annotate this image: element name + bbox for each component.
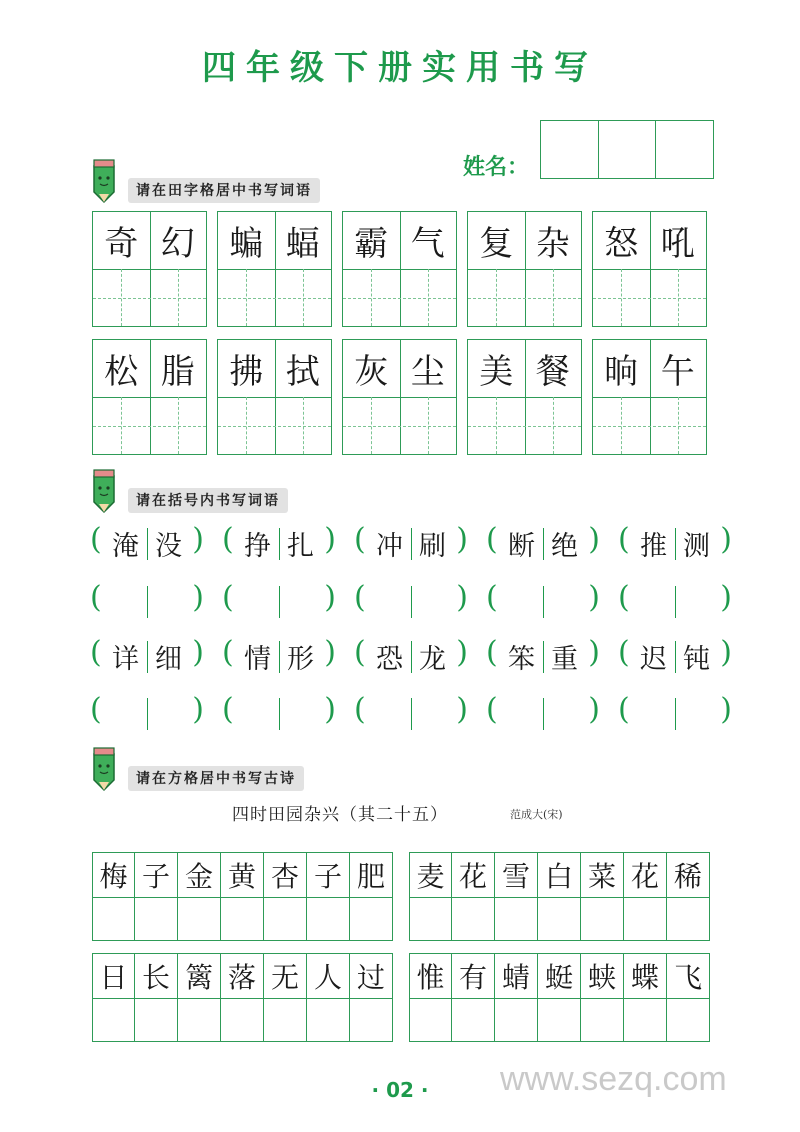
poem-title: 四时田园杂兴（其二十五） [232, 805, 448, 825]
grid-line [343, 269, 456, 270]
grid-line [593, 298, 706, 299]
right-paren: ) [324, 580, 336, 615]
poem-char: 杏 [270, 859, 299, 893]
left-paren: ( [618, 692, 630, 727]
tianzi-cell[interactable] [592, 339, 707, 455]
poem-char: 有 [458, 960, 487, 994]
bracket-divider [147, 586, 148, 618]
right-paren: ) [192, 692, 204, 727]
tianzi-char: 拂 [229, 352, 264, 392]
bracket-char: 推 [640, 531, 667, 562]
left-paren: ( [354, 522, 366, 557]
poem-cell[interactable] [624, 953, 667, 1042]
poem-cell[interactable] [92, 852, 135, 941]
bracket-divider [675, 586, 676, 618]
bracket-char: 龙 [419, 644, 446, 675]
name-box[interactable] [656, 121, 713, 178]
left-paren: ( [90, 522, 102, 557]
tianzi-row [92, 211, 707, 327]
bracket-answer[interactable] [222, 692, 336, 736]
poem-cell[interactable] [178, 852, 221, 941]
bracket-word [90, 522, 204, 566]
bracket-divider [279, 586, 280, 618]
tianzi-char: 餐 [535, 352, 570, 392]
right-paren: ) [192, 580, 204, 615]
poem-char: 落 [227, 960, 256, 994]
bracket-word [354, 522, 468, 566]
grid-line [343, 298, 456, 299]
pencil-icon [88, 746, 120, 792]
right-paren: ) [720, 522, 732, 557]
grid-line [307, 998, 349, 999]
bracket-char: 刷 [419, 531, 446, 562]
bracket-word-row [90, 635, 732, 679]
poem-cell[interactable] [538, 953, 581, 1042]
bracket-word [486, 522, 600, 566]
poem-cell[interactable] [452, 852, 495, 941]
tianzi-char: 杂 [535, 224, 570, 264]
watermark: www.sezq.com [500, 1060, 727, 1098]
grid-line [350, 998, 392, 999]
poem-char: 蝶 [630, 960, 659, 994]
page-title: 四年级下册实用书写 [202, 48, 598, 88]
bracket-answer[interactable] [222, 580, 336, 624]
bracket-word [618, 522, 732, 566]
grid-line [264, 897, 306, 898]
bracket-char: 详 [112, 644, 139, 675]
bracket-word [222, 522, 336, 566]
grid-line [218, 298, 331, 299]
right-paren: ) [456, 580, 468, 615]
tianzi-cell[interactable] [467, 211, 582, 327]
poem-char: 花 [630, 859, 659, 893]
bracket-char: 测 [683, 531, 710, 562]
pencil-icon [88, 158, 120, 204]
tianzi-char: 怒 [604, 224, 639, 264]
bracket-char: 细 [155, 644, 182, 675]
poem-cell[interactable] [581, 852, 624, 941]
poem-char: 蛱 [587, 960, 616, 994]
left-paren: ( [486, 692, 498, 727]
grid-line [468, 426, 581, 427]
poem-cell[interactable] [495, 953, 538, 1042]
bracket-char: 钝 [683, 644, 710, 675]
grid-line [218, 397, 331, 398]
grid-line [667, 897, 709, 898]
poem-cell[interactable] [221, 852, 264, 941]
poem-char: 白 [544, 859, 573, 893]
grid-line [495, 998, 537, 999]
grid-line [350, 897, 392, 898]
tianzi-char: 奇 [104, 224, 139, 264]
bracket-char: 冲 [376, 531, 403, 562]
right-paren: ) [456, 635, 468, 670]
grid-line [624, 998, 666, 999]
grid-line [178, 998, 220, 999]
section-label: 请在括号内书写词语 [128, 488, 288, 513]
bracket-char: 断 [508, 531, 535, 562]
poem-line-grid [92, 953, 393, 1042]
section-label: 请在田字格居中书写词语 [128, 178, 320, 203]
bracket-word [90, 635, 204, 679]
left-paren: ( [618, 522, 630, 557]
poem-char: 黄 [227, 859, 256, 893]
name-box[interactable] [599, 121, 657, 178]
poem-cell[interactable] [178, 953, 221, 1042]
grid-line [264, 998, 306, 999]
right-paren: ) [324, 635, 336, 670]
poem-cell[interactable] [135, 852, 178, 941]
grid-line [218, 269, 331, 270]
bracket-char: 笨 [508, 644, 535, 675]
tianzi-cell[interactable] [467, 339, 582, 455]
poem-char: 稀 [673, 859, 702, 893]
grid-line [538, 998, 580, 999]
poem-line-grid [409, 852, 710, 941]
grid-line [93, 397, 206, 398]
grid-line [410, 998, 451, 999]
bracket-char: 绝 [551, 531, 578, 562]
grid-line [538, 897, 580, 898]
bracket-word [618, 635, 732, 679]
right-paren: ) [588, 635, 600, 670]
poem-char: 无 [270, 960, 299, 994]
poem-char: 惟 [416, 960, 445, 994]
bracket-divider [675, 698, 676, 730]
right-paren: ) [324, 522, 336, 557]
poem-char: 人 [313, 960, 342, 994]
poem-char: 花 [458, 859, 487, 893]
tianzi-char: 蝠 [285, 224, 320, 264]
poem-char: 长 [141, 960, 170, 994]
left-paren: ( [90, 580, 102, 615]
poem-char: 梅 [99, 859, 128, 893]
left-paren: ( [222, 635, 234, 670]
tianzi-char: 复 [479, 224, 514, 264]
grid-line [221, 897, 263, 898]
poem-char: 金 [184, 859, 213, 893]
grid-line [593, 397, 706, 398]
bracket-answer[interactable] [486, 692, 600, 736]
right-paren: ) [720, 692, 732, 727]
poem-cell[interactable] [221, 953, 264, 1042]
left-paren: ( [222, 522, 234, 557]
poem-char: 子 [313, 859, 342, 893]
left-paren: ( [486, 522, 498, 557]
tianzi-char: 幻 [160, 224, 195, 264]
grid-line [307, 897, 349, 898]
grid-line [135, 998, 177, 999]
right-paren: ) [720, 635, 732, 670]
left-paren: ( [354, 692, 366, 727]
bracket-divider [543, 698, 544, 730]
poem-char: 飞 [673, 960, 702, 994]
right-paren: ) [456, 522, 468, 557]
tianzi-char: 午 [660, 352, 695, 392]
grid-line [93, 897, 134, 898]
bracket-divider [411, 586, 412, 618]
right-paren: ) [324, 692, 336, 727]
bracket-blank-row [90, 580, 732, 624]
grid-line [468, 298, 581, 299]
grid-line [135, 897, 177, 898]
name-box[interactable] [541, 121, 599, 178]
left-paren: ( [222, 692, 234, 727]
poem-cell[interactable] [409, 852, 452, 941]
bracket-char: 没 [155, 531, 182, 562]
bracket-answer[interactable] [354, 580, 468, 624]
left-paren: ( [486, 635, 498, 670]
bracket-word [222, 635, 336, 679]
bracket-char: 扎 [287, 531, 314, 562]
grid-line [452, 998, 494, 999]
grid-line [581, 897, 623, 898]
poem-char: 雪 [501, 859, 530, 893]
poem-cell[interactable] [135, 953, 178, 1042]
bracket-answer[interactable] [90, 580, 204, 624]
grid-line [593, 269, 706, 270]
left-paren: ( [618, 635, 630, 670]
poem-line-grid [409, 953, 710, 1042]
poem-cell[interactable] [538, 852, 581, 941]
bracket-char: 迟 [640, 644, 667, 675]
left-paren: ( [618, 580, 630, 615]
tianzi-cell[interactable] [217, 211, 332, 327]
tianzi-char: 气 [410, 224, 445, 264]
poem-char: 过 [356, 960, 385, 994]
left-paren: ( [354, 580, 366, 615]
poem-cell[interactable] [264, 953, 307, 1042]
tianzi-char: 拭 [285, 352, 320, 392]
left-paren: ( [354, 635, 366, 670]
grid-line [468, 397, 581, 398]
poem-char: 篱 [184, 960, 213, 994]
name-input-boxes[interactable] [540, 120, 714, 179]
right-paren: ) [588, 692, 600, 727]
poem-char: 蜓 [544, 960, 573, 994]
grid-line [452, 897, 494, 898]
grid-line [93, 269, 206, 270]
poem-cell[interactable] [307, 852, 350, 941]
poem-char: 子 [141, 859, 170, 893]
poem-cell[interactable] [452, 953, 495, 1042]
right-paren: ) [588, 580, 600, 615]
poem-cell[interactable] [92, 953, 135, 1042]
poem-char: 菜 [587, 859, 616, 893]
grid-line [93, 426, 206, 427]
grid-line [221, 998, 263, 999]
tianzi-char: 霸 [354, 224, 389, 264]
tianzi-cell[interactable] [92, 339, 207, 455]
tianzi-char: 尘 [410, 352, 445, 392]
bracket-divider [147, 698, 148, 730]
bracket-answer[interactable] [90, 692, 204, 736]
left-paren: ( [90, 635, 102, 670]
bracket-answer[interactable] [618, 580, 732, 624]
grid-line [93, 998, 134, 999]
grid-line [667, 998, 709, 999]
name-label: 姓名： [463, 155, 530, 180]
right-paren: ) [588, 522, 600, 557]
bracket-answer[interactable] [618, 692, 732, 736]
bracket-char: 情 [244, 644, 271, 675]
right-paren: ) [456, 692, 468, 727]
poem-cell[interactable] [409, 953, 452, 1042]
grid-line [343, 426, 456, 427]
poem-cell[interactable] [307, 953, 350, 1042]
grid-line [410, 897, 451, 898]
tianzi-char: 蝙 [229, 224, 264, 264]
poem-author: 范成大(宋) [510, 808, 563, 821]
poem-line-grid [92, 852, 393, 941]
bracket-char: 淹 [112, 531, 139, 562]
bracket-divider [279, 698, 280, 730]
tianzi-cell[interactable] [217, 339, 332, 455]
tianzi-char: 美 [479, 352, 514, 392]
right-paren: ) [192, 635, 204, 670]
poem-cell[interactable] [667, 852, 710, 941]
left-paren: ( [90, 692, 102, 727]
tianzi-char: 吼 [660, 224, 695, 264]
bracket-word [354, 635, 468, 679]
poem-cell[interactable] [350, 953, 393, 1042]
poem-cell[interactable] [264, 852, 307, 941]
tianzi-char: 脂 [160, 352, 195, 392]
tianzi-row [92, 339, 707, 455]
grid-line [495, 897, 537, 898]
poem-cell[interactable] [581, 953, 624, 1042]
bracket-char: 形 [287, 644, 314, 675]
grid-line [218, 426, 331, 427]
right-paren: ) [192, 522, 204, 557]
left-paren: ( [486, 580, 498, 615]
grid-line [624, 897, 666, 898]
bracket-char: 重 [551, 644, 578, 675]
page-number: · 02 · [371, 1078, 429, 1102]
tianzi-cell[interactable] [592, 211, 707, 327]
grid-line [468, 269, 581, 270]
bracket-word [486, 635, 600, 679]
grid-line [581, 998, 623, 999]
tianzi-char: 松 [104, 352, 139, 392]
bracket-char: 挣 [244, 531, 271, 562]
section-label: 请在方格居中书写古诗 [128, 766, 304, 791]
poem-char: 蜻 [501, 960, 530, 994]
bracket-blank-row [90, 692, 732, 736]
pencil-icon [88, 468, 120, 514]
grid-line [178, 897, 220, 898]
bracket-answer[interactable] [486, 580, 600, 624]
bracket-word-row [90, 522, 732, 566]
left-paren: ( [222, 580, 234, 615]
right-paren: ) [720, 580, 732, 615]
poem-cell[interactable] [624, 852, 667, 941]
tianzi-cell[interactable] [342, 211, 457, 327]
poem-cell[interactable] [667, 953, 710, 1042]
bracket-answer[interactable] [354, 692, 468, 736]
grid-line [93, 298, 206, 299]
poem-cell[interactable] [350, 852, 393, 941]
poem-cell[interactable] [495, 852, 538, 941]
tianzi-char: 灰 [354, 352, 389, 392]
bracket-char: 恐 [376, 644, 403, 675]
poem-char: 麦 [416, 859, 445, 893]
tianzi-char: 晌 [604, 352, 639, 392]
bracket-divider [411, 698, 412, 730]
bracket-divider [543, 586, 544, 618]
grid-line [593, 426, 706, 427]
poem-char: 日 [99, 960, 128, 994]
tianzi-cell[interactable] [92, 211, 207, 327]
poem-char: 肥 [356, 859, 385, 893]
tianzi-cell[interactable] [342, 339, 457, 455]
grid-line [343, 397, 456, 398]
